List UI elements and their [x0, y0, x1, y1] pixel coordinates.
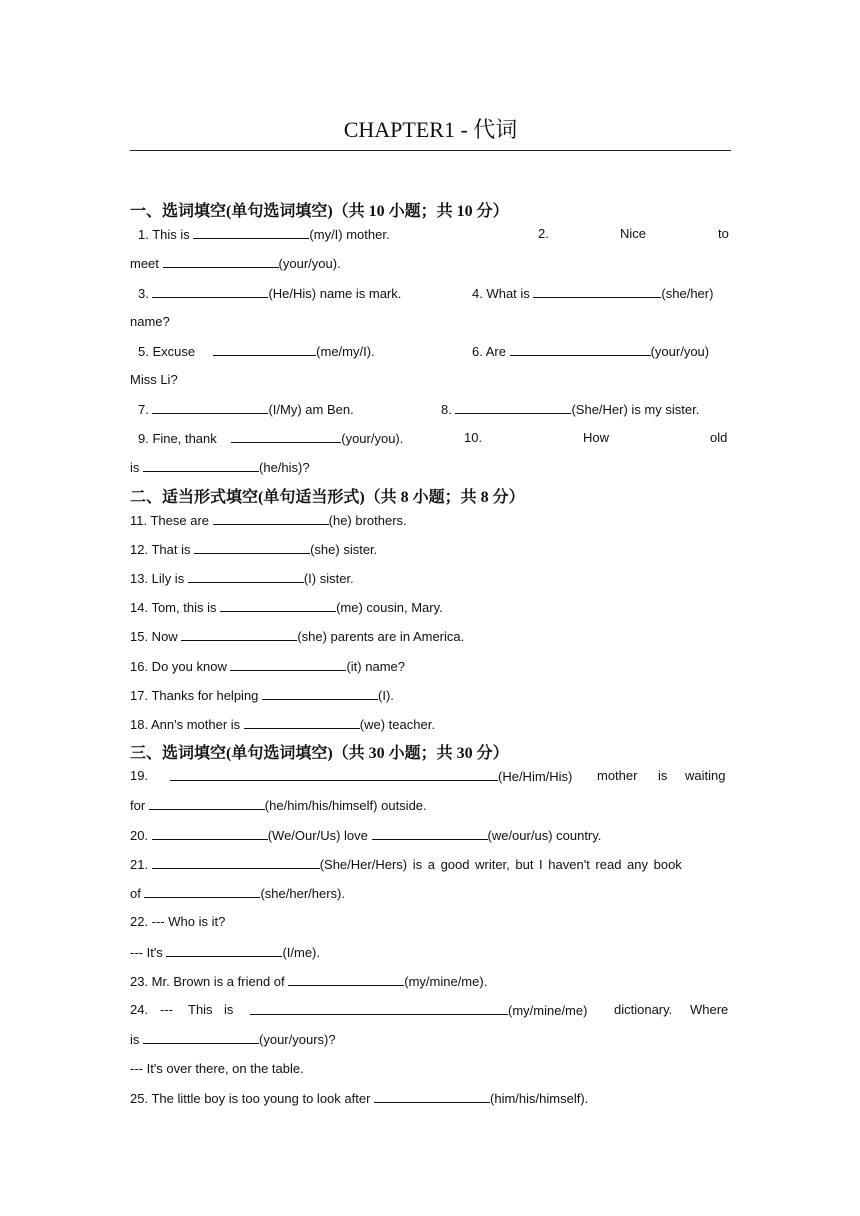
answer-blank[interactable]: [152, 285, 268, 298]
answer-blank[interactable]: [193, 226, 309, 239]
answer-blank[interactable]: [194, 541, 310, 554]
answer-blank[interactable]: [143, 1031, 259, 1044]
question-13: 13. Lily is (I) sister.: [130, 571, 354, 586]
question-17: 17. Thanks for helping (I).: [130, 688, 394, 703]
question-18: 18. Ann's mother is (we) teacher.: [130, 717, 435, 732]
question-4-cont: name?: [130, 314, 170, 329]
answer-blank[interactable]: [262, 687, 378, 700]
answer-blank[interactable]: [170, 768, 498, 781]
question-22-answer: --- It's (I/me).: [130, 945, 320, 960]
answer-blank[interactable]: [372, 827, 488, 840]
answer-blank[interactable]: [163, 255, 279, 268]
question-21: 21. (She/Her/Hers) is a good writer, but I haven't read any book: [130, 857, 682, 872]
answer-blank[interactable]: [181, 628, 297, 641]
answer-blank[interactable]: [188, 570, 304, 583]
question-12: 12. That is (she) sister.: [130, 542, 378, 557]
question-10-cont: is (he/his)?: [130, 460, 310, 475]
answer-blank[interactable]: [166, 944, 282, 957]
answer-blank[interactable]: [510, 343, 651, 356]
question-2-cont: meet (your/you).: [130, 256, 341, 271]
question-24-answer: --- It's over there, on the table.: [130, 1061, 304, 1076]
answer-blank[interactable]: [455, 401, 571, 414]
answer-blank[interactable]: [152, 401, 268, 414]
question-21-cont: of (she/her/hers).: [130, 886, 346, 901]
answer-blank[interactable]: [143, 459, 259, 472]
answer-blank[interactable]: [288, 973, 404, 986]
question-11: 11. These are (he) brothers.: [130, 513, 407, 528]
question-23: 23. Mr. Brown is a friend of (my/mine/me).: [130, 974, 488, 989]
answer-blank[interactable]: [152, 827, 268, 840]
page-title: CHAPTER1 - 代词: [343, 117, 518, 142]
question-16: 16. Do you know (it) name?: [130, 659, 405, 674]
section-3-heading: 三、选词填空(单句选词填空)（共 30 小题；共 30 分）: [130, 745, 509, 762]
answer-blank[interactable]: [213, 343, 316, 356]
answer-blank[interactable]: [149, 797, 265, 810]
question-6-cont: Miss Li?: [130, 372, 178, 387]
question-19-cont: for (he/him/his/himself) outside.: [130, 798, 427, 813]
answer-blank[interactable]: [144, 885, 260, 898]
answer-blank[interactable]: [152, 856, 320, 869]
answer-blank[interactable]: [374, 1090, 490, 1103]
title-divider: [130, 150, 731, 151]
answer-blank[interactable]: [220, 599, 336, 612]
answer-blank[interactable]: [213, 512, 329, 525]
question-20: 20. (We/Our/Us) love (we/our/us) country.: [130, 828, 602, 843]
question-22: 22. --- Who is it?: [130, 914, 226, 929]
section-2-heading: 二、适当形式填空(单句适当形式)（共 8 小题；共 8 分）: [130, 489, 525, 506]
answer-blank[interactable]: [244, 716, 360, 729]
question-15: 15. Now (she) parents are in America.: [130, 629, 465, 644]
answer-blank[interactable]: [250, 1002, 508, 1015]
answer-blank[interactable]: [533, 285, 661, 298]
answer-blank[interactable]: [231, 430, 341, 443]
worksheet-page: CHAPTER1 - 代词 一、选词填空(单句选词填空)（共 10 小题；共 10 分） 1. This is (my/I) mother. 2. Nice to meet (your/you). 3. (He/His) name is mark. 4. What is (she/her) name? 5. Excuse (me/my/I). 6. Are (your/you) Miss Li? 7. (I/My) am Ben. 8. (She/Her) is my sister. 9. Fine, thank (your/you). 10. How old is (he/his)? 二、适当形式填空(单句适当形式)（共 8 小题；共 8 分） 11. These are (he) brothers. 12. That is (she) sister. 13. Lily is (I) sister. 14. Tom, this is (me) cousin, Mary. 15. Now (she) parents are in America. 16. Do you know (it) name? 17. Thanks for helping (I). 18. Ann's mother is (we) teacher. 三、选词填空(单句选词填空)（共 30 小题；共 30 分） 19. (He/Him/His) mother is waiting for (he/him/his/himself) outside. 20. (We/Our/Us) love (we/our/us) country. 21. (She/Her/Hers) is a good writer, but I haven't read any book of (she/her/hers). 22. --- Who is it? --- It's (I/me). 23. Mr. Brown is a friend of (my/mine/me). 24. --- This is (my/mine/me) dictionary. Where is (your/yours)? --- It's over there, on the table. 25. The little boy is too young to look after (him/his/himself).: [130, 0, 731, 1216]
question-25: 25. The little boy is too young to look after (him/his/himself).: [130, 1091, 589, 1106]
question-24-cont: is (your/yours)?: [130, 1032, 336, 1047]
section-1-heading: 一、选词填空(单句选词填空)（共 10 小题；共 10 分）: [130, 203, 509, 220]
answer-blank[interactable]: [230, 658, 346, 671]
question-14: 14. Tom, this is (me) cousin, Mary.: [130, 600, 443, 615]
